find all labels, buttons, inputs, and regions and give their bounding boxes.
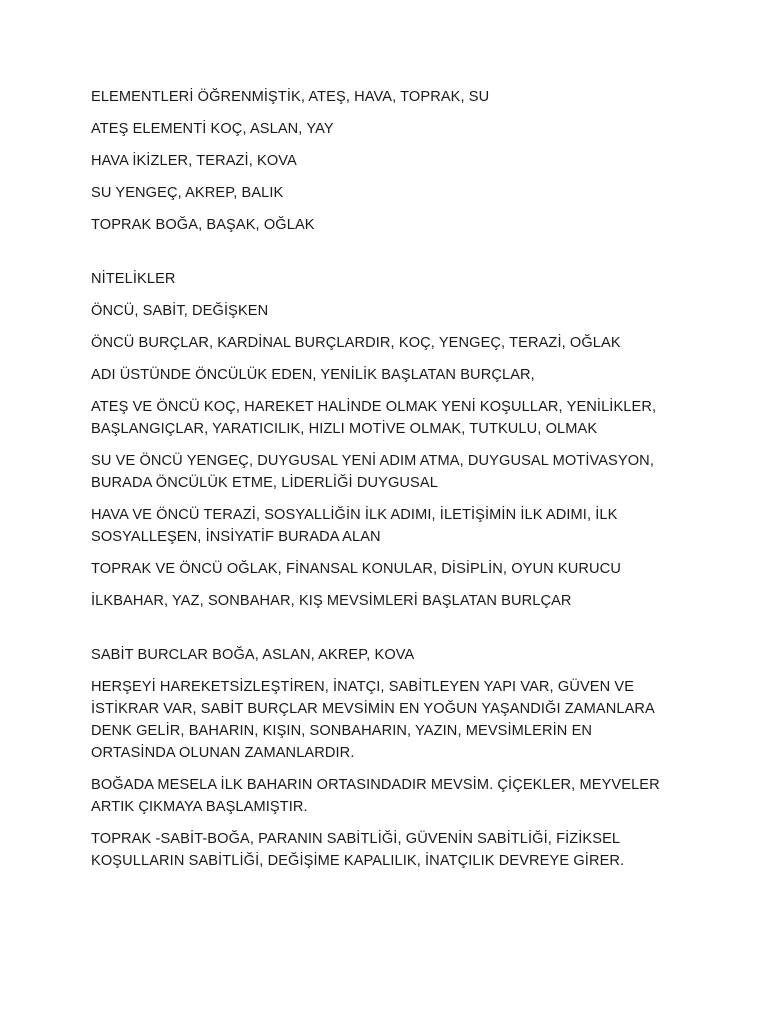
text-line: SOSYALLEŞEN, İNSİYATİF BURADA ALAN bbox=[91, 529, 381, 545]
paragraph-taurus-season bbox=[91, 774, 691, 818]
paragraph-seasons bbox=[91, 590, 691, 612]
text-line: ORTASİNDA OLUNAN ZAMANLARDIR. bbox=[91, 745, 355, 761]
paragraph-fire-element bbox=[91, 118, 691, 140]
paragraph-qualities-list bbox=[91, 300, 691, 322]
paragraph-water-cardinal bbox=[91, 450, 691, 494]
text-line: TOPRAK VE ÖNCÜ OĞLAK, FİNANSAL KONULAR, DİSİPLİN, OYUN KURUCU bbox=[91, 561, 621, 577]
document-body bbox=[91, 86, 691, 882]
text-line: SU VE ÖNCÜ YENGEÇ, DUYGUSAL YENİ ADIM ATMA, DUYGUSAL MOTİVASYON, bbox=[91, 453, 654, 469]
blank-line bbox=[91, 622, 691, 644]
text-line: HAVA İKİZLER, TERAZİ, KOVA bbox=[91, 153, 297, 169]
paragraph-fixed-description bbox=[91, 676, 691, 764]
text-line: DENK GELİR, BAHARIN, KIŞIN, SONBAHARIN, YAZIN, MEVSİMLERİN EN bbox=[91, 723, 593, 739]
text-line: ATEŞ ELEMENTİ KOÇ, ASLAN, YAY bbox=[91, 121, 334, 137]
paragraph-earth-fixed-taurus bbox=[91, 828, 691, 872]
text-line: İSTİKRAR VAR, SABİT BURÇLAR MEVSİMİN EN YOĞUN YAŞANDIĞI ZAMANLARA bbox=[91, 701, 655, 717]
text-line: SABİT BURCLAR BOĞA, ASLAN, AKREP, KOVA bbox=[91, 647, 415, 663]
paragraph-air-element bbox=[91, 150, 691, 172]
paragraph-cardinal-signs bbox=[91, 332, 691, 354]
text-line: TOPRAK -SABİT-BOĞA, PARANIN SABİTLİĞİ, GÜVENİN SABİTLİĞİ, FİZİKSEL bbox=[91, 831, 621, 847]
paragraph-fixed-signs bbox=[91, 644, 691, 666]
paragraph-pioneering bbox=[91, 364, 691, 386]
paragraph-elements-learned bbox=[91, 86, 691, 108]
text-line: ÖNCÜ BURÇLAR, KARDİNAL BURÇLARDIR, KOÇ, YENGEÇ, TERAZİ, OĞLAK bbox=[91, 335, 621, 351]
paragraph-fire-cardinal bbox=[91, 396, 691, 440]
paragraph-water-element bbox=[91, 182, 691, 204]
text-line: BAŞLANGIÇLAR, YARATICILIK, HIZLI MOTİVE OLMAK, TUTKULU, OLMAK bbox=[91, 421, 598, 437]
text-line: İLKBAHAR, YAZ, SONBAHAR, KIŞ MEVSİMLERİ BAŞLATAN BURLÇAR bbox=[91, 593, 572, 609]
paragraph-earth-element bbox=[91, 214, 691, 236]
text-line: HAVA VE ÖNCÜ TERAZİ, SOSYALLİĞİN İLK ADIMI, İLETİŞİMİN İLK ADIMI, İLK bbox=[91, 507, 618, 523]
paragraph-earth-cardinal bbox=[91, 558, 691, 580]
text-line: ELEMENTLERİ ÖĞRENMİŞTİK, ATEŞ, HAVA, TOPRAK, SU bbox=[91, 89, 490, 105]
text-line: BURADA ÖNCÜLÜK ETME, LİDERLİĞİ DUYGUSAL bbox=[91, 475, 438, 491]
text-line: HERŞEYİ HAREKETSİZLEŞTİREN, İNATÇI, SABİTLEYEN YAPI VAR, GÜVEN VE bbox=[91, 679, 635, 695]
text-line: BOĞADA MESELA İLK BAHARIN ORTASINDADIR MEVSİM. ÇİÇEKLER, MEYVELER bbox=[91, 777, 660, 793]
text-line: ADI ÜSTÜNDE ÖNCÜLÜK EDEN, YENİLİK BAŞLATAN BURÇLAR, bbox=[91, 367, 535, 383]
text-line: ARTIK ÇIKMAYA BAŞLAMIŞTIR. bbox=[91, 799, 308, 815]
text-line: ATEŞ VE ÖNCÜ KOÇ, HAREKET HALİNDE OLMAK YENİ KOŞULLAR, YENİLİKLER, bbox=[91, 399, 657, 415]
paragraph-air-cardinal bbox=[91, 504, 691, 548]
text-line: SU YENGEÇ, AKREP, BALIK bbox=[91, 185, 284, 201]
text-line: NİTELİKLER bbox=[91, 271, 176, 287]
text-line: ÖNCÜ, SABİT, DEĞİŞKEN bbox=[91, 303, 269, 319]
text-line: KOŞULLARIN SABİTLİĞİ, DEĞİŞİME KAPALILIK, İNATÇILIK DEVREYE GİRER. bbox=[91, 853, 625, 869]
section-heading-qualities bbox=[91, 268, 691, 290]
blank-line bbox=[91, 246, 691, 268]
text-line: TOPRAK BOĞA, BAŞAK, OĞLAK bbox=[91, 217, 315, 233]
